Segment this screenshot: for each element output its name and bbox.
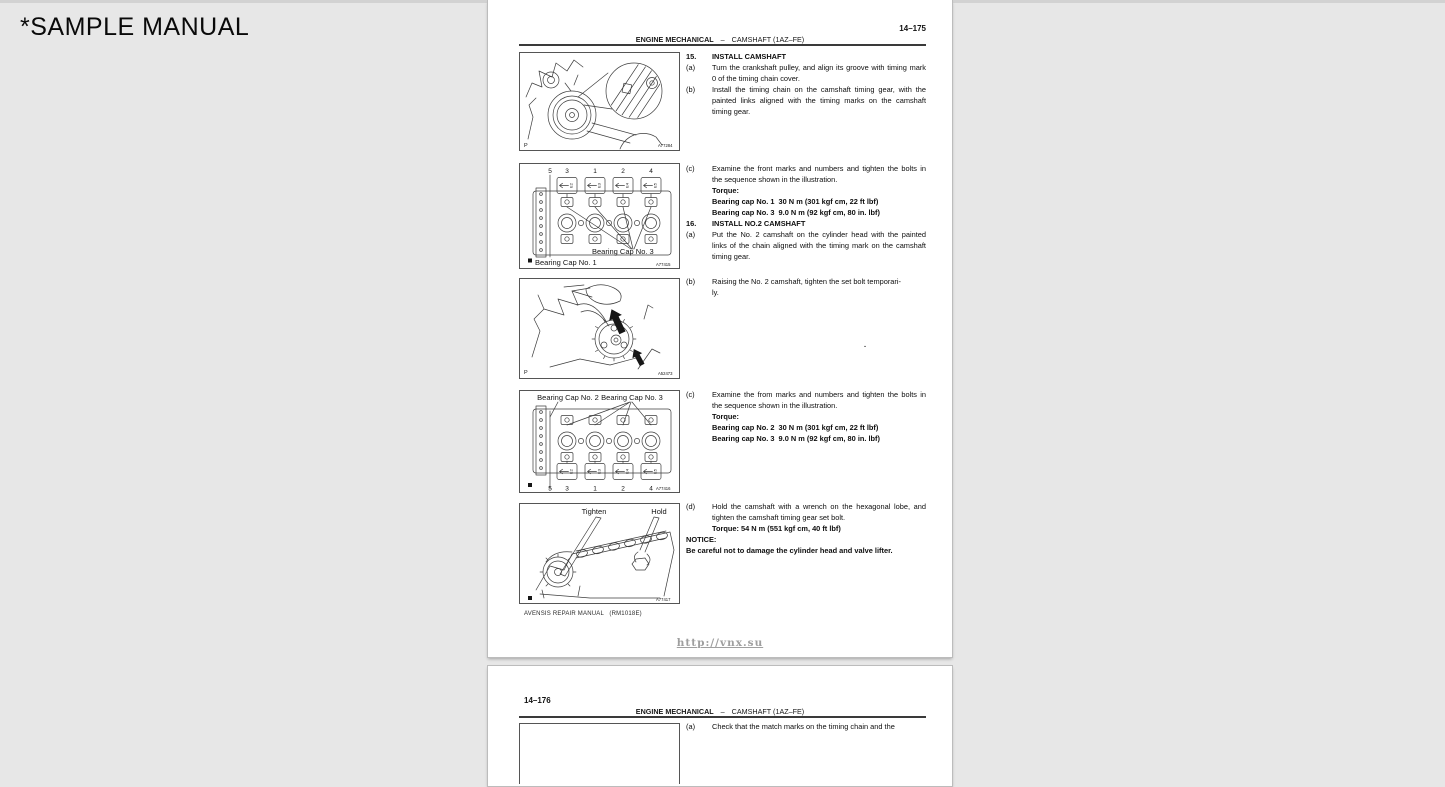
engine-outline (526, 60, 583, 139)
step-number: 16. (686, 219, 697, 228)
figure-id: A77416 (656, 486, 671, 491)
figure-bearing-cap-sequence-2 (519, 390, 680, 493)
tighten-label: Tighten (581, 507, 607, 516)
figure-partial (519, 723, 680, 784)
leader-lines (550, 402, 651, 489)
cylinder-head-outline (533, 406, 671, 475)
step-number: (b) (686, 277, 696, 286)
step-text: ly. (712, 288, 719, 297)
sequence-number: 3 (565, 168, 569, 175)
step-number: (c) (686, 390, 695, 399)
sequence-number: 5 (548, 485, 552, 492)
figure-corner-mark: P (524, 143, 528, 149)
figure-corner-mark: P (524, 370, 528, 376)
sequence-number: 4 (649, 168, 653, 175)
step-heading: INSTALL CAMSHAFT (712, 52, 787, 61)
bearing-cap-2-label: Bearing Cap No. 2 (537, 393, 599, 402)
header-separator: – (720, 707, 725, 716)
up-arrow-icon (629, 346, 647, 367)
page-header (488, 707, 952, 716)
tighten-hold-drawing (520, 504, 679, 603)
figure-id: A77417 (656, 597, 671, 602)
step-block-install-camshaft (686, 51, 926, 117)
left-arrow-icon (588, 183, 597, 187)
notice-text: Be careful not to damage the cylinder head and valve lifter. (686, 546, 893, 555)
step-number: (a) (686, 722, 696, 731)
figure-tighten-hold (519, 503, 680, 604)
step-heading: INSTALL NO.2 CAMSHAFT (712, 219, 806, 228)
bearing-cap-3-label: Bearing Cap No. 3 (601, 393, 663, 402)
step-number: (b) (686, 85, 696, 94)
sequence-number: 5 (548, 168, 552, 175)
stamp-label: E4 (624, 183, 630, 188)
torque-spec: Bearing cap No. 3 9.0 N m (92 kgf cm, 80 in. lbf) (712, 434, 880, 443)
step-text: Check that the match marks on the timing chain and the (712, 722, 895, 731)
step-block-raise-camshaft (686, 276, 926, 298)
header-topic: CAMSHAFT (1AZ–FE) (731, 707, 805, 716)
torque-heading: Torque: (712, 186, 739, 195)
square-bullet-icon (528, 596, 532, 600)
torque-spec: Bearing cap No. 2 30 N m (301 kgf cm, 22 ft lbf) (712, 423, 879, 432)
figure-camshaft-set-bolt (519, 278, 680, 379)
hold-label: Hold (651, 507, 667, 516)
crankshaft-pulley (548, 91, 662, 149)
cylinder-head-drawing (520, 164, 679, 268)
stray-dot: . (864, 340, 867, 349)
header-section: ENGINE MECHANICAL (635, 707, 714, 716)
notice-heading: NOTICE: (686, 535, 717, 544)
step-number: 15. (686, 52, 697, 61)
header-topic: CAMSHAFT (1AZ–FE) (731, 35, 805, 44)
stamp-label: E5 (652, 469, 658, 474)
crankshaft-pulley-drawing (520, 53, 679, 150)
header-section: ENGINE MECHANICAL (635, 35, 714, 44)
left-arrow-icon (560, 183, 569, 187)
header-rule (519, 716, 926, 718)
camshaft (576, 531, 668, 558)
figure-bearing-cap-sequence-1 (519, 163, 680, 269)
manual-footer: AVENSIS REPAIR MANUAL (RM1018E) (524, 611, 642, 617)
stamp-label: E3 (596, 469, 602, 474)
sequence-number: 2 (621, 168, 625, 175)
tightening-callouts (557, 464, 661, 480)
manual-page-1 (487, 0, 953, 658)
stamp-label: E5 (652, 183, 658, 188)
cylinder-head-outline (536, 532, 674, 598)
camshaft-set-bolt-drawing (520, 279, 679, 378)
step-block-torque-1 (686, 163, 926, 262)
step-text: Raising the No. 2 camshaft, tighten the set bolt temporari- (712, 277, 901, 286)
step-text: Examine the front marks and numbers and tighten the bolts in the sequence shown in the illustration. (712, 164, 926, 184)
torque-spec: Torque: 54 N m (551 kgf cm, 40 ft lbf) (712, 524, 841, 533)
step-block-partial (686, 721, 926, 732)
figure-id: A77284 (658, 143, 673, 148)
cylinder-head-drawing (520, 391, 679, 492)
timing-gear (577, 304, 636, 361)
step-text: Turn the crankshaft pulley, and align its groove with timing mark 0 of the timing chain cover. (712, 63, 926, 83)
step-block-torque-2 (686, 389, 926, 444)
sequence-number: 1 (593, 168, 597, 175)
step-number: (a) (686, 230, 696, 239)
header-rule (519, 44, 926, 46)
sequence-number: 3 (565, 485, 569, 492)
manual-page-2 (487, 665, 953, 787)
page-number: 14–176 (524, 696, 551, 705)
site-watermark: http://vnx.su (676, 637, 764, 649)
step-number: (a) (686, 63, 696, 72)
figure-id: A77415 (656, 262, 671, 267)
left-arrow-icon (616, 183, 625, 187)
step-text: Install the timing chain on the camshaft timing gear, with the painted links aligned with the timing marks on the camshaft timing gear. (712, 85, 926, 116)
stamp-label: E2 (568, 183, 574, 188)
sequence-number: 4 (649, 485, 653, 492)
bearing-cap-1-label: Bearing Cap No. 1 (535, 258, 597, 267)
sample-manual-label: *SAMPLE MANUAL (20, 13, 250, 41)
sequence-numbers (548, 168, 653, 175)
torque-heading: Torque: (712, 412, 739, 421)
header-separator: – (720, 35, 725, 44)
step-text: Hold the camshaft with a wrench on the hexagonal lobe, and tighten the camshaft timing gear set bolt. (712, 502, 926, 522)
square-bullet-icon (528, 259, 532, 263)
stamp-label: E4 (624, 469, 630, 474)
figure-crankshaft-pulley (519, 52, 680, 151)
step-text: Put the No. 2 camshaft on the cylinder head with the painted links of the chain aligned with the timing mark on the camshaft timing gear. (712, 230, 926, 261)
torque-spec: Bearing cap No. 1 30 N m (301 kgf cm, 22 ft lbf) (712, 197, 879, 206)
step-number: (c) (686, 164, 695, 173)
square-bullet-icon (528, 483, 532, 487)
page-number: 14–175 (899, 24, 926, 33)
figure-id: A52473 (658, 371, 673, 376)
page-header (488, 35, 952, 44)
sequence-number: 2 (621, 485, 625, 492)
left-arrow-icon (644, 183, 653, 187)
step-text: Examine the from marks and numbers and tighten the bolts in the sequence shown in the illustration. (712, 390, 926, 410)
step-block-hold-tighten (686, 501, 926, 556)
step-number: (d) (686, 502, 696, 511)
torque-spec: Bearing cap No. 3 9.0 N m (92 kgf cm, 80 in. lbf) (712, 208, 880, 217)
stamp-label: E2 (568, 469, 574, 474)
sequence-number: 1 (593, 485, 597, 492)
bearing-cap-3-label: Bearing Cap No. 3 (592, 247, 654, 256)
stamp-label: E3 (596, 183, 602, 188)
sequence-numbers (548, 486, 653, 493)
